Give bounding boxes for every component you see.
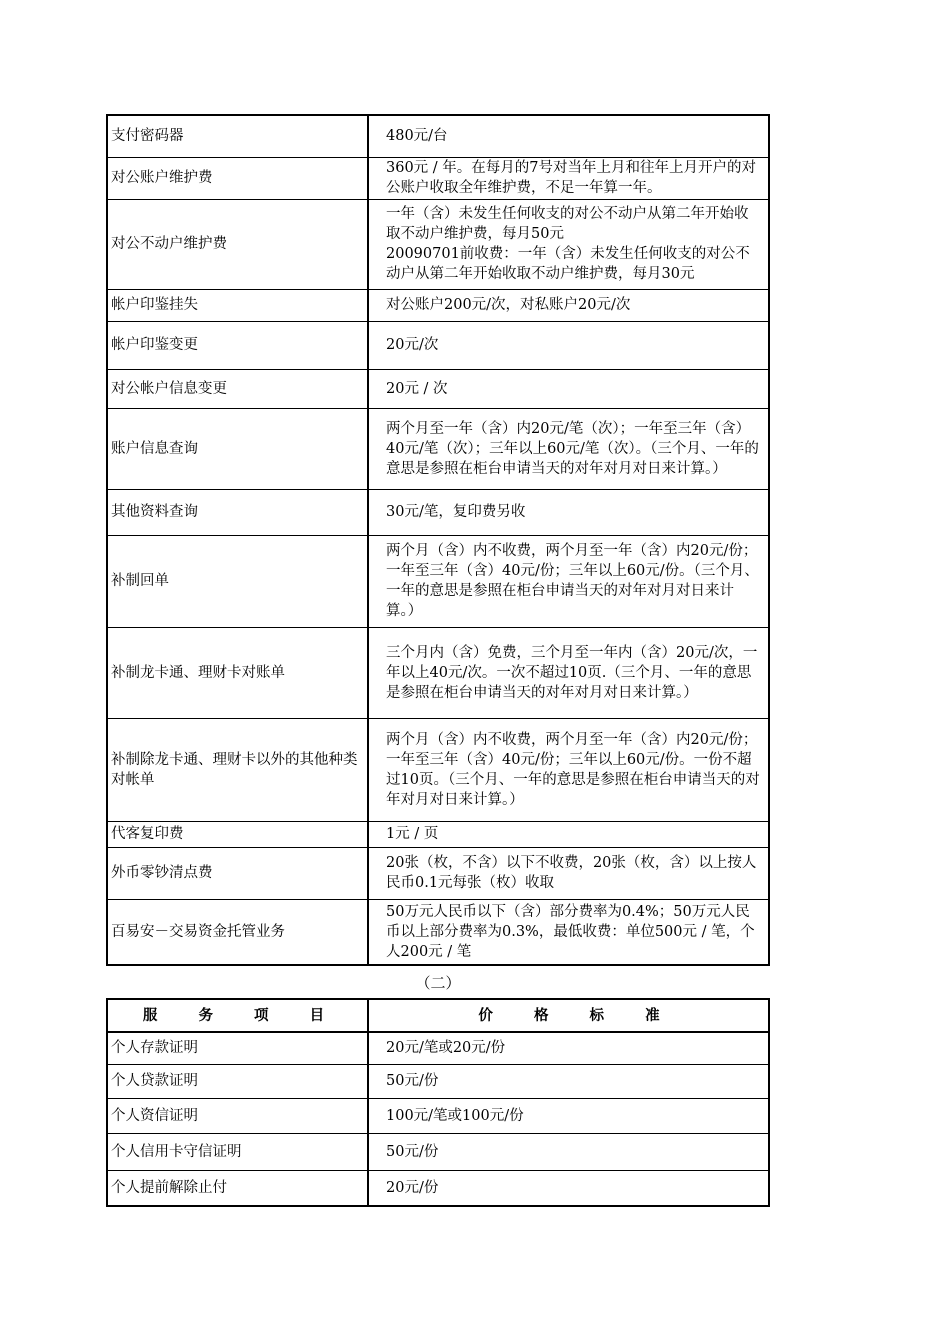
table-header-row xyxy=(107,999,769,1032)
table-row xyxy=(107,408,769,489)
price-standard: 两个月至一年（含）内20元/笔（次）；一年至三年（含）40元/笔（次）；三年以上60元/笔（次）。（三个月、一年的意思是参照在柜台申请当天的对年对月对日来计算。） xyxy=(368,408,769,489)
price-standard: 两个月（含）内不收费，两个月至一年（含）内20元/份；一年至三年（含）40元/份；三年以上60元/份。（三个月、一年的意思是参照在柜台申请当天的对年对月对日来计算。） xyxy=(368,535,769,627)
service-item: 对公账户维护费 xyxy=(107,157,368,199)
table-row xyxy=(107,199,769,289)
fee-table-1 xyxy=(106,114,770,966)
price-standard: 两个月（含）内不收费，两个月至一年（含）内20元/份；一年至三年（含）40元/份；三年以上60元/份。一份不超过10页。（三个月、一年的意思是参照在柜台申请当天的对年对月对日来计算。） xyxy=(368,718,769,821)
service-item: 其他资料查询 xyxy=(107,489,368,535)
price-standard: 20元/次 xyxy=(368,321,769,369)
price-standard: 50万元人民币以下（含）部分费率为0.4%；50万元人民币以上部分费率为0.3%，最低收费：单位500元 / 笔，个人200元 / 笔 xyxy=(368,899,769,965)
price-standard: 480元/台 xyxy=(368,115,769,157)
service-item: 个人提前解除止付 xyxy=(107,1170,368,1206)
table-row xyxy=(107,1064,769,1098)
table-row xyxy=(107,157,769,199)
service-item: 对公不动户维护费 xyxy=(107,199,368,289)
price-standard: 360元 / 年。在每月的7号对当年上月和往年上月开户的对公账户收取全年维护费，不足一年算一年。 xyxy=(368,157,769,199)
service-item: 个人资信证明 xyxy=(107,1098,368,1133)
table-row xyxy=(107,718,769,821)
table-row xyxy=(107,489,769,535)
service-item: 对公帐户信息变更 xyxy=(107,369,368,408)
service-item: 个人信用卡守信证明 xyxy=(107,1133,368,1170)
table-row xyxy=(107,847,769,899)
service-item: 补制除龙卡通、理财卡以外的其他种类对帐单 xyxy=(107,718,368,821)
table-row xyxy=(107,289,769,321)
table-row xyxy=(107,627,769,718)
service-item: 账户信息查询 xyxy=(107,408,368,489)
service-item: 支付密码器 xyxy=(107,115,368,157)
price-standard: 20张（枚，不含）以下不收费，20张（枚，含）以上按人民币0.1元每张（枚）收取 xyxy=(368,847,769,899)
price-standard: 一年（含）未发生任何收支的对公不动户从第二年开始收取不动户维护费，每月50元 20090701前收费：一年（含）未发生任何收支的对公不动户从第二年开始收取不动户维护费，每月30元 xyxy=(368,199,769,289)
price-standard: 100元/笔或100元/份 xyxy=(368,1098,769,1133)
table-row xyxy=(107,1170,769,1206)
table-row xyxy=(107,899,769,965)
section-subtitle: （二） xyxy=(415,974,461,992)
table-row xyxy=(107,821,769,847)
price-standard: 30元/笔，复印费另收 xyxy=(368,489,769,535)
price-standard: 20元 / 次 xyxy=(368,369,769,408)
table-row xyxy=(107,369,769,408)
service-item: 帐户印鉴挂失 xyxy=(107,289,368,321)
header-price-standard: 价 格 标 准 xyxy=(368,999,769,1032)
service-item: 个人贷款证明 xyxy=(107,1064,368,1098)
service-item: 代客复印费 xyxy=(107,821,368,847)
table-row xyxy=(107,1133,769,1170)
table-row xyxy=(107,1032,769,1064)
table-row xyxy=(107,535,769,627)
price-standard: 1元 / 页 xyxy=(368,821,769,847)
table-row xyxy=(107,1098,769,1133)
table-row xyxy=(107,115,769,157)
price-standard: 三个月内（含）免费，三个月至一年内（含）20元/次，一年以上40元/次。一次不超过10页.（三个月、一年的意思是参照在柜台申请当天的对年对月对日来计算。） xyxy=(368,627,769,718)
price-standard: 对公账户200元/次，对私账户20元/次 xyxy=(368,289,769,321)
header-service-item: 服 务 项 目 xyxy=(107,999,368,1032)
price-standard: 50元/份 xyxy=(368,1133,769,1170)
price-standard: 20元/份 xyxy=(368,1170,769,1206)
service-item: 补制龙卡通、理财卡对账单 xyxy=(107,627,368,718)
service-item: 百易安－交易资金托管业务 xyxy=(107,899,368,965)
service-item: 个人存款证明 xyxy=(107,1032,368,1064)
table-row xyxy=(107,321,769,369)
price-standard: 50元/份 xyxy=(368,1064,769,1098)
service-item: 补制回单 xyxy=(107,535,368,627)
price-standard: 20元/笔或20元/份 xyxy=(368,1032,769,1064)
service-item: 外币零钞清点费 xyxy=(107,847,368,899)
fee-table-2 xyxy=(106,998,770,1207)
service-item: 帐户印鉴变更 xyxy=(107,321,368,369)
